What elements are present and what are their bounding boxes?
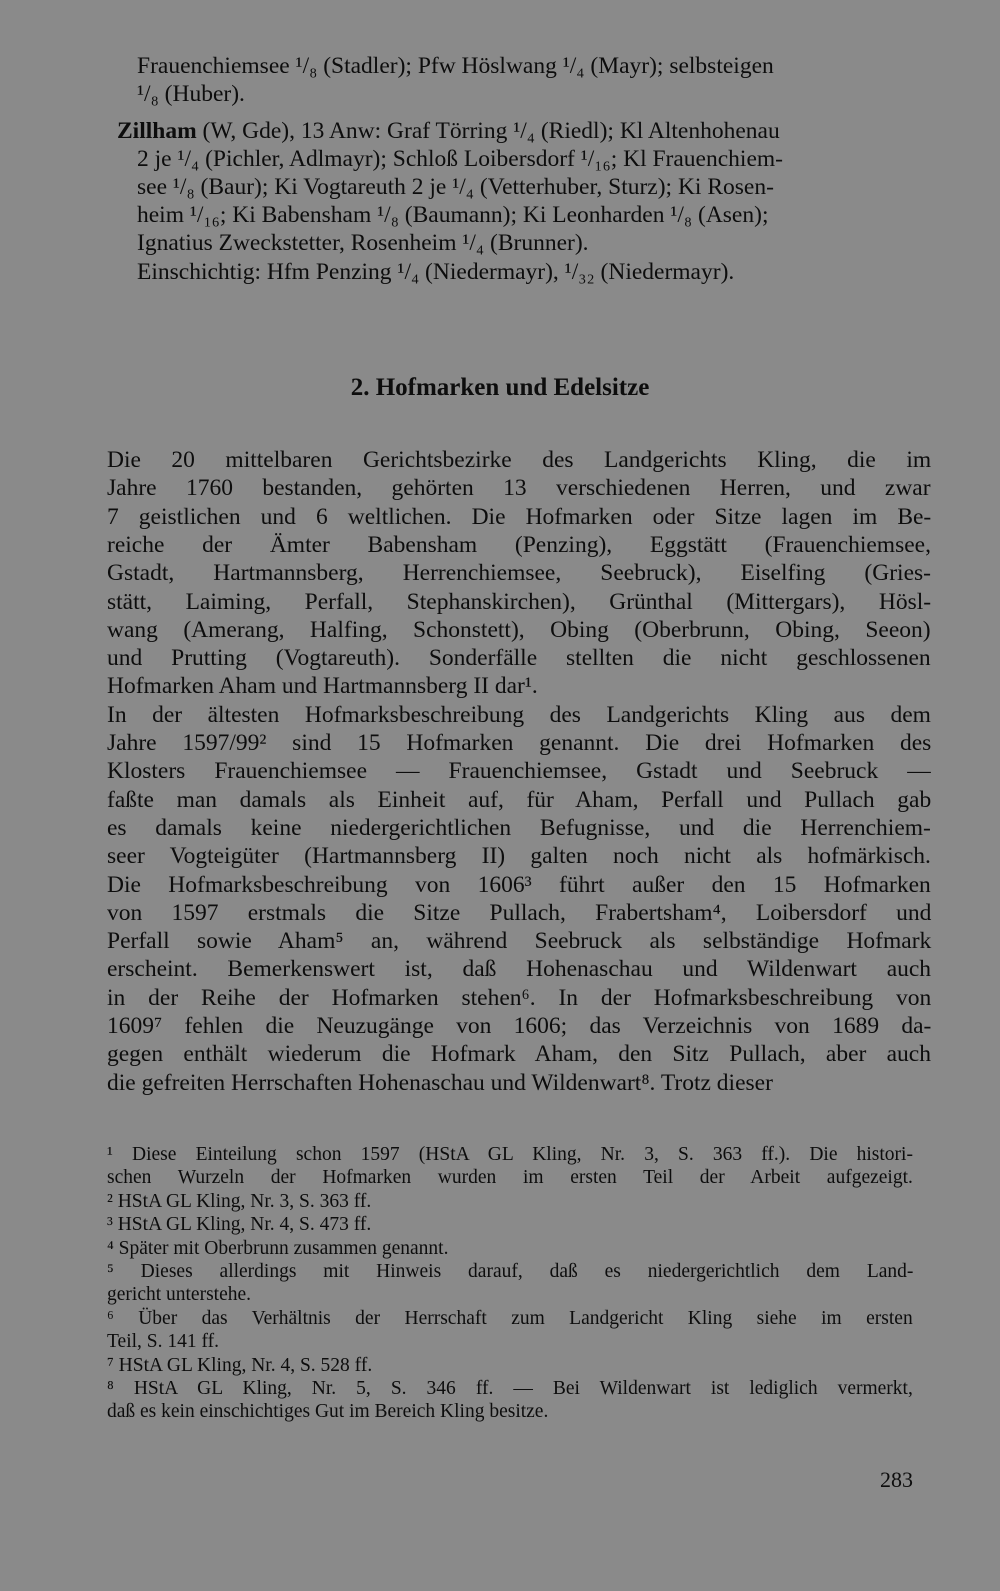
- footnote-line: gericht unterstehe.: [107, 1284, 252, 1305]
- footnote-line: schen Wurzeln der Hofmarken wurden im ersten Teil der Arbeit aufgezeigt.: [107, 1167, 913, 1188]
- section-heading: 2. Hofmarken und Edelsitze: [350, 374, 650, 401]
- footnote-line: ³ HStA GL Kling, Nr. 4, S. 473 ff.: [107, 1214, 372, 1235]
- body-line: 7 geistlichen und 6 weltlichen. Die Hofmarken oder Sitze lagen im Be-: [107, 503, 932, 530]
- top-line: heim ¹/₁₆; Ki Babensham ¹/₈ (Baumann); Ki Leonharden ¹/₈ (Asen);: [137, 202, 769, 228]
- body-line: Perfall sowie Aham⁵ an, während Seebruck als selbständige Hofmark: [107, 928, 932, 955]
- footnote-line: ⁶ Über das Verhältnis der Herrschaft zum Landgericht Kling siehe im ersten: [107, 1308, 913, 1329]
- top-line: (W, Gde), 13 Anw: Graf Törring ¹/₄ (Riedl); Kl Altenhohenau: [202, 118, 780, 144]
- footnote-line: ² HStA GL Kling, Nr. 3, S. 363 ff.: [107, 1191, 372, 1212]
- footnote-line: ⁷ HStA GL Kling, Nr. 4, S. 528 ff.: [107, 1355, 373, 1376]
- body-line: faßte man damals als Einheit auf, für Aham, Perfall und Pullach gab: [107, 786, 932, 813]
- top-line: 2 je ¹/₄ (Pichler, Adlmayr); Schloß Loibersdorf ¹/₁₆; Kl Frauenchiem-: [137, 146, 783, 172]
- top-line: Einschichtig: Hfm Penzing ¹/₄ (Niedermayr), ¹/₃₂ (Niedermayr).: [137, 259, 735, 285]
- footnote-line: ⁸ HStA GL Kling, Nr. 5, S. 346 ff. — Bei Wildenwart ist lediglich vermerkt,: [107, 1378, 913, 1399]
- top-line: see ¹/₈ (Baur); Ki Vogtareuth 2 je ¹/₄ (Vetterhuber, Sturz); Ki Rosen-: [137, 174, 774, 200]
- top-line: Frauenchiemsee ¹/₈ (Stadler); Pfw Höslwang ¹/₄ (Mayr); selbsteigen: [137, 53, 774, 79]
- body-line: stätt, Laiming, Perfall, Stephanskirchen), Grünthal (Mittergars), Hösl-: [107, 588, 932, 615]
- body-line: Klosters Frauenchiemsee — Frauenchiemsee, Gstadt und Seebruck —: [107, 758, 931, 785]
- body-line: und Prutting (Vogtareuth). Sonderfälle stellten die nicht geschlossenen: [107, 645, 931, 672]
- footnote-line: ⁵ Dieses allerdings mit Hinweis darauf, daß es niedergerichtlich dem Land-: [107, 1261, 914, 1282]
- body-line: reiche der Ämter Babensham (Penzing), Eggstätt (Frauenchiemsee,: [107, 531, 931, 558]
- footnote-line: ⁴ Später mit Oberbrunn zusammen genannt.: [107, 1238, 449, 1259]
- body-line: Hofmarken Aham und Hartmannsberg II dar¹.: [107, 673, 538, 700]
- body-line: es damals keine niedergerichtlichen Befugnisse, und die Herrenchiem-: [107, 814, 931, 841]
- zillham-entry-line: [117, 117, 780, 145]
- body-line: von 1597 erstmals die Sitze Pullach, Frabertsham⁴, Loibersdorf und: [107, 899, 932, 926]
- body-line: gegen enthält wiederum die Hofmark Aham, den Sitz Pullach, aber auch: [107, 1041, 931, 1068]
- body-line: erscheint. Bemerkenswert ist, daß Hohenaschau und Wildenwart auch: [107, 956, 932, 983]
- footnote-line: Teil, S. 141 ff.: [107, 1331, 220, 1352]
- body-line: Gstadt, Hartmannsberg, Herrenchiemsee, Seebruck), Eiselfing (Gries-: [107, 560, 931, 587]
- body-line: seer Vogteigüter (Hartmannsberg II) galten noch nicht als hofmärkisch.: [107, 843, 931, 870]
- body-line: In der ältesten Hofmarksbeschreibung des Landgerichts Kling aus dem: [107, 701, 931, 728]
- body-line: wang (Amerang, Halfing, Schonstett), Obing (Oberbrunn, Obing, Seeon): [107, 616, 931, 643]
- footnote-line: ¹ Diese Einteilung schon 1597 (HStA GL Kling, Nr. 3, S. 363 ff.). Die histori-: [107, 1144, 913, 1165]
- body-line: in der Reihe der Hofmarken stehen⁶. In der Hofmarksbeschreibung von: [107, 984, 932, 1011]
- page-number: 283: [880, 1467, 913, 1492]
- body-line: 1609⁷ fehlen die Neuzugänge von 1606; das Verzeichnis von 1689 da-: [107, 1013, 932, 1039]
- body-line: Jahre 1760 bestanden, gehörten 13 verschiedenen Herren, und zwar: [107, 475, 931, 502]
- footnote-line: daß es kein einschichtiges Gut im Bereich Kling besitze.: [107, 1401, 549, 1422]
- body-line: die gefreiten Herrschaften Hohenaschau und Wildenwart⁸. Trotz dieser: [107, 1069, 773, 1096]
- body-line: Die Hofmarksbeschreibung von 1606³ führt außer den 15 Hofmarken: [107, 871, 931, 898]
- top-line: Ignatius Zweckstetter, Rosenheim ¹/₄ (Brunner).: [137, 230, 589, 256]
- top-line: ¹/₈ (Huber).: [137, 81, 245, 107]
- body-line: Die 20 mittelbaren Gerichtsbezirke des Landgerichts Kling, die im: [107, 447, 932, 473]
- body-line: Jahre 1597/99² sind 15 Hofmarken genannt. Die drei Hofmarken des: [107, 730, 932, 756]
- place-name: Zillham: [117, 118, 197, 144]
